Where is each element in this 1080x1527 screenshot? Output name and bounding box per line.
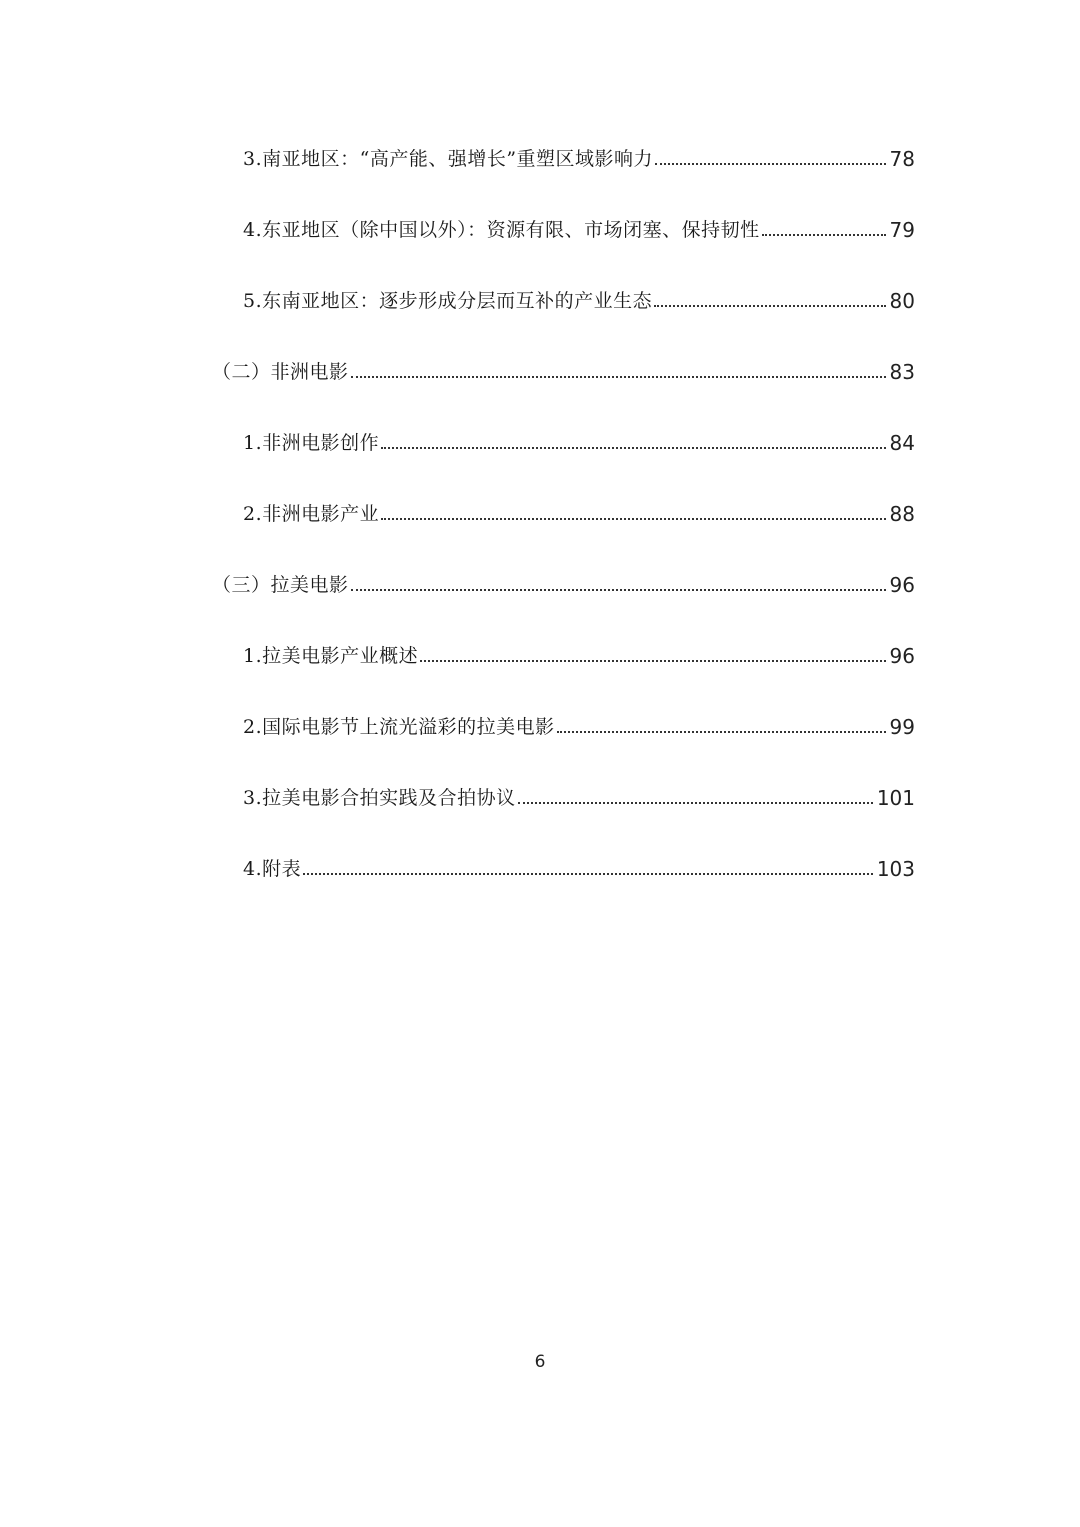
toc-entry-title: 3.南亚地区：“高产能、强增长”重塑区域影响力	[243, 148, 654, 170]
toc-entry-page: 79	[889, 218, 915, 242]
toc-entry-title: 2.非洲电影产业	[243, 503, 380, 525]
toc-entry-south-asia[interactable]	[243, 142, 915, 176]
toc-entry-latin-american-film[interactable]	[212, 568, 915, 602]
toc-entry-page: 99	[889, 715, 915, 739]
toc-entry-title: 3.拉美电影合拍实践及合拍协议	[243, 787, 516, 809]
toc-dot-leader	[655, 163, 885, 165]
toc-dot-leader	[351, 376, 886, 378]
toc-dot-leader	[654, 305, 885, 307]
toc-dot-leader	[518, 802, 873, 804]
toc-entry-page: 88	[889, 502, 915, 526]
toc-entry-page: 83	[889, 360, 915, 384]
toc-entry-title: 4.附表	[243, 858, 302, 880]
toc-dot-leader	[420, 660, 885, 662]
toc-entry-title: 5.东南亚地区：逐步形成分层而互补的产业生态	[243, 290, 653, 312]
toc-entry-page: 84	[889, 431, 915, 455]
toc-entry-page: 78	[889, 147, 915, 171]
toc-entry-latin-american-industry-overview[interactable]	[243, 639, 915, 673]
toc-dot-leader	[351, 589, 886, 591]
toc-entry-title: （三）拉美电影	[212, 574, 349, 596]
toc-dot-leader	[381, 518, 885, 520]
toc-entry-page: 101	[876, 786, 915, 810]
toc-dot-leader	[762, 234, 886, 236]
toc-entry-page: 96	[889, 644, 915, 668]
toc-entry-title: 4.东亚地区（除中国以外）：资源有限、市场闭塞、保持韧性	[243, 219, 760, 241]
toc-entry-title: 1.拉美电影产业概述	[243, 645, 419, 667]
toc-entry-page: 103	[876, 857, 915, 881]
toc-entry-southeast-asia[interactable]	[243, 284, 915, 318]
page-number: 6	[534, 1352, 546, 1372]
toc-entry-title: 2.国际电影节上流光溢彩的拉美电影	[243, 716, 555, 738]
toc-entry-african-film-industry[interactable]	[243, 497, 915, 531]
toc-entry-east-asia[interactable]	[243, 213, 915, 247]
toc-entry-african-film[interactable]	[212, 355, 915, 389]
toc-entry-latin-american-festival-films[interactable]	[243, 710, 915, 744]
toc-entry-title: 1.非洲电影创作	[243, 432, 380, 454]
toc-entry-page: 80	[889, 289, 915, 313]
toc-entry-appendix-tables[interactable]	[243, 852, 915, 886]
toc-entry-title: （二）非洲电影	[212, 361, 349, 383]
toc-dot-leader	[557, 731, 886, 733]
toc-entry-page: 96	[889, 573, 915, 597]
toc-dot-leader	[381, 447, 885, 449]
toc-entry-african-film-creation[interactable]	[243, 426, 915, 460]
toc-entry-latin-american-coproduction[interactable]	[243, 781, 915, 815]
toc-dot-leader	[303, 873, 873, 875]
